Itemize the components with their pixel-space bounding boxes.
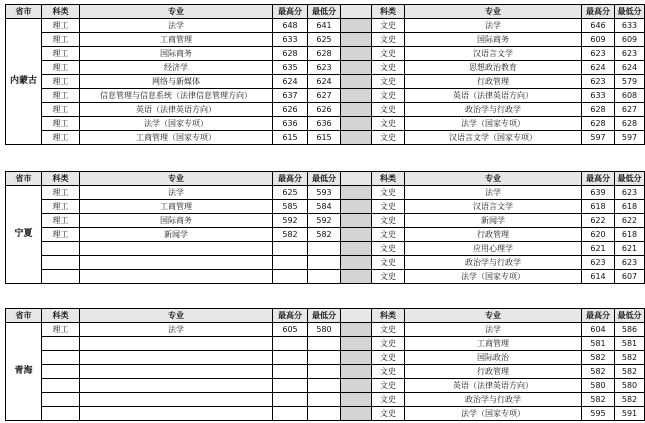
header-category: 科类: [372, 309, 405, 323]
major-cell: [80, 407, 273, 421]
header-min-score: 最低分: [615, 309, 645, 323]
max-score-cell: [273, 242, 308, 256]
category-cell: 文史: [372, 407, 405, 421]
category-cell: 文史: [372, 323, 405, 337]
header-min-score: 最低分: [615, 5, 645, 19]
table-spacer: [341, 393, 372, 407]
min-score-cell: 621: [615, 242, 645, 256]
min-score-cell: 581: [615, 337, 645, 351]
min-score-cell: 623: [308, 61, 341, 75]
category-cell: 文史: [372, 270, 405, 284]
header-province: 省市: [6, 5, 42, 19]
min-score-cell: 627: [308, 89, 341, 103]
major-cell: [80, 337, 273, 351]
max-score-cell: 639: [582, 186, 615, 200]
table-spacer: [341, 270, 372, 284]
province-score-table: [5, 308, 645, 421]
major-cell: 经济学: [80, 61, 273, 75]
category-cell: 文史: [372, 256, 405, 270]
max-score-cell: 582: [582, 365, 615, 379]
header-major: 专业: [405, 172, 582, 186]
min-score-cell: 624: [308, 75, 341, 89]
max-score-cell: 620: [582, 228, 615, 242]
header-category: 科类: [372, 172, 405, 186]
min-score-cell: 625: [308, 33, 341, 47]
max-score-cell: 582: [582, 393, 615, 407]
max-score-cell: 626: [273, 103, 308, 117]
header-row: [6, 5, 645, 19]
max-score-cell: 580: [582, 379, 615, 393]
table-spacer: [341, 103, 372, 117]
max-score-cell: [273, 337, 308, 351]
province-name: 内蒙古: [6, 19, 42, 145]
major-cell: 行政管理: [405, 365, 582, 379]
table-row: [6, 186, 645, 200]
max-score-cell: 581: [582, 337, 615, 351]
min-score-cell: 582: [615, 351, 645, 365]
min-score-cell: 584: [308, 200, 341, 214]
min-score-cell: 624: [615, 61, 645, 75]
header-major: 专业: [80, 172, 273, 186]
min-score-cell: [308, 256, 341, 270]
table-row: [6, 379, 645, 393]
major-cell: 英语（法律英语方向）: [80, 103, 273, 117]
min-score-cell: 582: [615, 393, 645, 407]
header-max-score: 最高分: [582, 172, 615, 186]
major-cell: 信息管理与信息系统（法律信息管理方向）: [80, 89, 273, 103]
category-cell: 文史: [372, 351, 405, 365]
category-cell: [42, 365, 80, 379]
table-row: [6, 323, 645, 337]
header-province: 省市: [6, 309, 42, 323]
category-cell: [42, 379, 80, 393]
table-spacer: [341, 186, 372, 200]
min-score-cell: 597: [615, 131, 645, 145]
table-spacer: [341, 407, 372, 421]
max-score-cell: 624: [273, 75, 308, 89]
min-score-cell: 623: [615, 186, 645, 200]
table-spacer: [341, 379, 372, 393]
category-cell: 文史: [372, 61, 405, 75]
major-cell: 行政管理: [405, 75, 582, 89]
min-score-cell: 615: [308, 131, 341, 145]
table-spacer: [341, 47, 372, 61]
max-score-cell: [273, 379, 308, 393]
major-cell: 网络与新媒体: [80, 75, 273, 89]
max-score-cell: 609: [582, 33, 615, 47]
table-spacer: [341, 117, 372, 131]
header-min-score: 最低分: [308, 5, 341, 19]
header-max-score: 最高分: [582, 309, 615, 323]
min-score-cell: [308, 337, 341, 351]
min-score-cell: 608: [615, 89, 645, 103]
category-cell: 理工: [42, 117, 80, 131]
max-score-cell: [273, 351, 308, 365]
table-spacer: [341, 5, 372, 19]
province-name: 青海: [6, 323, 42, 421]
header-min-score: 最低分: [615, 172, 645, 186]
table-row: [6, 228, 645, 242]
category-cell: 理工: [42, 103, 80, 117]
category-cell: 理工: [42, 186, 80, 200]
min-score-cell: 593: [308, 186, 341, 200]
min-score-cell: 579: [615, 75, 645, 89]
major-cell: 新闻学: [80, 228, 273, 242]
table-spacer: [341, 200, 372, 214]
category-cell: [42, 393, 80, 407]
max-score-cell: 625: [273, 186, 308, 200]
category-cell: [42, 256, 80, 270]
table-row: [6, 117, 645, 131]
major-cell: 思想政治教育: [405, 61, 582, 75]
min-score-cell: 591: [615, 407, 645, 421]
major-cell: 工商管理: [405, 337, 582, 351]
table-spacer: [341, 309, 372, 323]
major-cell: 汉语言文学: [405, 200, 582, 214]
category-cell: [42, 351, 80, 365]
major-cell: 行政管理: [405, 228, 582, 242]
table-spacer: [341, 214, 372, 228]
major-cell: 英语（法律英语方向）: [405, 379, 582, 393]
major-cell: 法学: [405, 186, 582, 200]
max-score-cell: 592: [273, 214, 308, 228]
max-score-cell: 624: [582, 61, 615, 75]
header-min-score: 最低分: [308, 172, 341, 186]
table-row: [6, 407, 645, 421]
category-cell: 理工: [42, 61, 80, 75]
table-row: [6, 103, 645, 117]
header-max-score: 最高分: [582, 5, 615, 19]
table-spacer: [341, 19, 372, 33]
major-cell: 英语（法律英语方向）: [405, 89, 582, 103]
table-spacer: [341, 228, 372, 242]
max-score-cell: 623: [582, 75, 615, 89]
category-cell: [42, 337, 80, 351]
category-cell: 理工: [42, 214, 80, 228]
category-cell: 文史: [372, 242, 405, 256]
table-row: [6, 256, 645, 270]
max-score-cell: 623: [582, 47, 615, 61]
max-score-cell: 633: [273, 33, 308, 47]
major-cell: [80, 365, 273, 379]
max-score-cell: [273, 407, 308, 421]
category-cell: [42, 242, 80, 256]
major-cell: 政治学与行政学: [405, 256, 582, 270]
category-cell: 理工: [42, 228, 80, 242]
min-score-cell: 623: [615, 256, 645, 270]
major-cell: 政治学与行政学: [405, 103, 582, 117]
table-spacer: [341, 365, 372, 379]
table-row: [6, 270, 645, 284]
max-score-cell: 595: [582, 407, 615, 421]
min-score-cell: 580: [308, 323, 341, 337]
min-score-cell: [308, 407, 341, 421]
max-score-cell: 614: [582, 270, 615, 284]
max-score-cell: [273, 270, 308, 284]
table-row: [6, 214, 645, 228]
max-score-cell: 618: [582, 200, 615, 214]
max-score-cell: 597: [582, 131, 615, 145]
category-cell: 文史: [372, 89, 405, 103]
table-row: [6, 19, 645, 33]
header-category: 科类: [42, 309, 80, 323]
max-score-cell: 623: [582, 256, 615, 270]
header-province: 省市: [6, 172, 42, 186]
table-spacer: [341, 33, 372, 47]
min-score-cell: 626: [308, 103, 341, 117]
major-cell: [80, 351, 273, 365]
max-score-cell: 622: [582, 214, 615, 228]
min-score-cell: [308, 270, 341, 284]
category-cell: 文史: [372, 75, 405, 89]
major-cell: 法学（国家专项）: [80, 117, 273, 131]
table-row: [6, 33, 645, 47]
major-cell: 国际商务: [80, 47, 273, 61]
table-row: [6, 393, 645, 407]
province-name: 宁夏: [6, 186, 42, 284]
table-spacer: [341, 256, 372, 270]
major-cell: 工商管理（国家专项）: [80, 131, 273, 145]
major-cell: 法学: [405, 323, 582, 337]
min-score-cell: [308, 379, 341, 393]
max-score-cell: 648: [273, 19, 308, 33]
max-score-cell: 621: [582, 242, 615, 256]
major-cell: 法学: [80, 323, 273, 337]
min-score-cell: 636: [308, 117, 341, 131]
category-cell: 文史: [372, 131, 405, 145]
max-score-cell: [273, 256, 308, 270]
max-score-cell: 582: [582, 351, 615, 365]
min-score-cell: [308, 393, 341, 407]
header-row: [6, 172, 645, 186]
category-cell: 文史: [372, 186, 405, 200]
table-spacer: [341, 61, 372, 75]
category-cell: 文史: [372, 228, 405, 242]
major-cell: 法学（国家专项）: [405, 270, 582, 284]
major-cell: 法学（国家专项）: [405, 407, 582, 421]
category-cell: 理工: [42, 200, 80, 214]
min-score-cell: 582: [615, 365, 645, 379]
table-spacer: [341, 172, 372, 186]
category-cell: 文史: [372, 103, 405, 117]
table-row: [6, 365, 645, 379]
header-category: 科类: [42, 5, 80, 19]
category-cell: 文史: [372, 393, 405, 407]
major-cell: 法学: [80, 186, 273, 200]
min-score-cell: [308, 351, 341, 365]
min-score-cell: 586: [615, 323, 645, 337]
category-cell: 理工: [42, 323, 80, 337]
major-cell: [80, 393, 273, 407]
max-score-cell: 582: [273, 228, 308, 242]
header-major: 专业: [80, 5, 273, 19]
major-cell: 国际商务: [80, 214, 273, 228]
major-cell: 法学: [80, 19, 273, 33]
major-cell: [80, 256, 273, 270]
major-cell: [80, 242, 273, 256]
major-cell: 国际商务: [405, 33, 582, 47]
max-score-cell: 604: [582, 323, 615, 337]
table-row: [6, 75, 645, 89]
header-min-score: 最低分: [308, 309, 341, 323]
major-cell: 应用心理学: [405, 242, 582, 256]
min-score-cell: 623: [615, 47, 645, 61]
min-score-cell: 582: [308, 228, 341, 242]
category-cell: 文史: [372, 33, 405, 47]
max-score-cell: 637: [273, 89, 308, 103]
min-score-cell: 609: [615, 33, 645, 47]
table-spacer: [341, 323, 372, 337]
max-score-cell: 646: [582, 19, 615, 33]
table-spacer: [341, 89, 372, 103]
category-cell: 文史: [372, 47, 405, 61]
major-cell: 法学（国家专项）: [405, 117, 582, 131]
category-cell: 理工: [42, 19, 80, 33]
min-score-cell: 633: [615, 19, 645, 33]
category-cell: 文史: [372, 337, 405, 351]
major-cell: 政治学与行政学: [405, 393, 582, 407]
min-score-cell: 622: [615, 214, 645, 228]
table-row: [6, 89, 645, 103]
min-score-cell: 618: [615, 200, 645, 214]
major-cell: 新闻学: [405, 214, 582, 228]
major-cell: [80, 379, 273, 393]
header-max-score: 最高分: [273, 5, 308, 19]
max-score-cell: [273, 393, 308, 407]
major-cell: 汉语言文学: [405, 47, 582, 61]
max-score-cell: 605: [273, 323, 308, 337]
min-score-cell: 641: [308, 19, 341, 33]
category-cell: 理工: [42, 89, 80, 103]
table-spacer: [341, 75, 372, 89]
header-max-score: 最高分: [273, 309, 308, 323]
table-row: [6, 351, 645, 365]
table-row: [6, 200, 645, 214]
category-cell: 理工: [42, 33, 80, 47]
min-score-cell: 628: [308, 47, 341, 61]
header-category: 科类: [42, 172, 80, 186]
max-score-cell: 628: [582, 117, 615, 131]
max-score-cell: 636: [273, 117, 308, 131]
category-cell: 文史: [372, 19, 405, 33]
header-major: 专业: [80, 309, 273, 323]
category-cell: 文史: [372, 200, 405, 214]
category-cell: 理工: [42, 131, 80, 145]
min-score-cell: 580: [615, 379, 645, 393]
header-major: 专业: [405, 5, 582, 19]
header-row: [6, 309, 645, 323]
min-score-cell: 592: [308, 214, 341, 228]
table-spacer: [341, 351, 372, 365]
min-score-cell: 607: [615, 270, 645, 284]
min-score-cell: [308, 365, 341, 379]
category-cell: 理工: [42, 47, 80, 61]
category-cell: 理工: [42, 75, 80, 89]
province-score-table: [5, 171, 645, 284]
category-cell: [42, 270, 80, 284]
category-cell: [42, 407, 80, 421]
table-row: [6, 242, 645, 256]
max-score-cell: 585: [273, 200, 308, 214]
category-cell: 文史: [372, 365, 405, 379]
max-score-cell: 628: [273, 47, 308, 61]
header-max-score: 最高分: [273, 172, 308, 186]
max-score-cell: [273, 365, 308, 379]
table-spacer: [341, 242, 372, 256]
min-score-cell: [308, 242, 341, 256]
table-row: [6, 337, 645, 351]
table-spacer: [341, 337, 372, 351]
major-cell: 工商管理: [80, 200, 273, 214]
province-score-table: [5, 4, 645, 145]
category-cell: 文史: [372, 214, 405, 228]
max-score-cell: 633: [582, 89, 615, 103]
max-score-cell: 628: [582, 103, 615, 117]
header-category: 科类: [372, 5, 405, 19]
category-cell: 文史: [372, 117, 405, 131]
table-spacer: [341, 131, 372, 145]
header-major: 专业: [405, 309, 582, 323]
table-row: [6, 131, 645, 145]
major-cell: 国际政治: [405, 351, 582, 365]
major-cell: 工商管理: [80, 33, 273, 47]
table-row: [6, 47, 645, 61]
min-score-cell: 628: [615, 117, 645, 131]
max-score-cell: 635: [273, 61, 308, 75]
major-cell: 汉语言文学（国家专项）: [405, 131, 582, 145]
major-cell: [80, 270, 273, 284]
max-score-cell: 615: [273, 131, 308, 145]
major-cell: 法学: [405, 19, 582, 33]
min-score-cell: 627: [615, 103, 645, 117]
category-cell: 文史: [372, 379, 405, 393]
min-score-cell: 618: [615, 228, 645, 242]
table-row: [6, 61, 645, 75]
